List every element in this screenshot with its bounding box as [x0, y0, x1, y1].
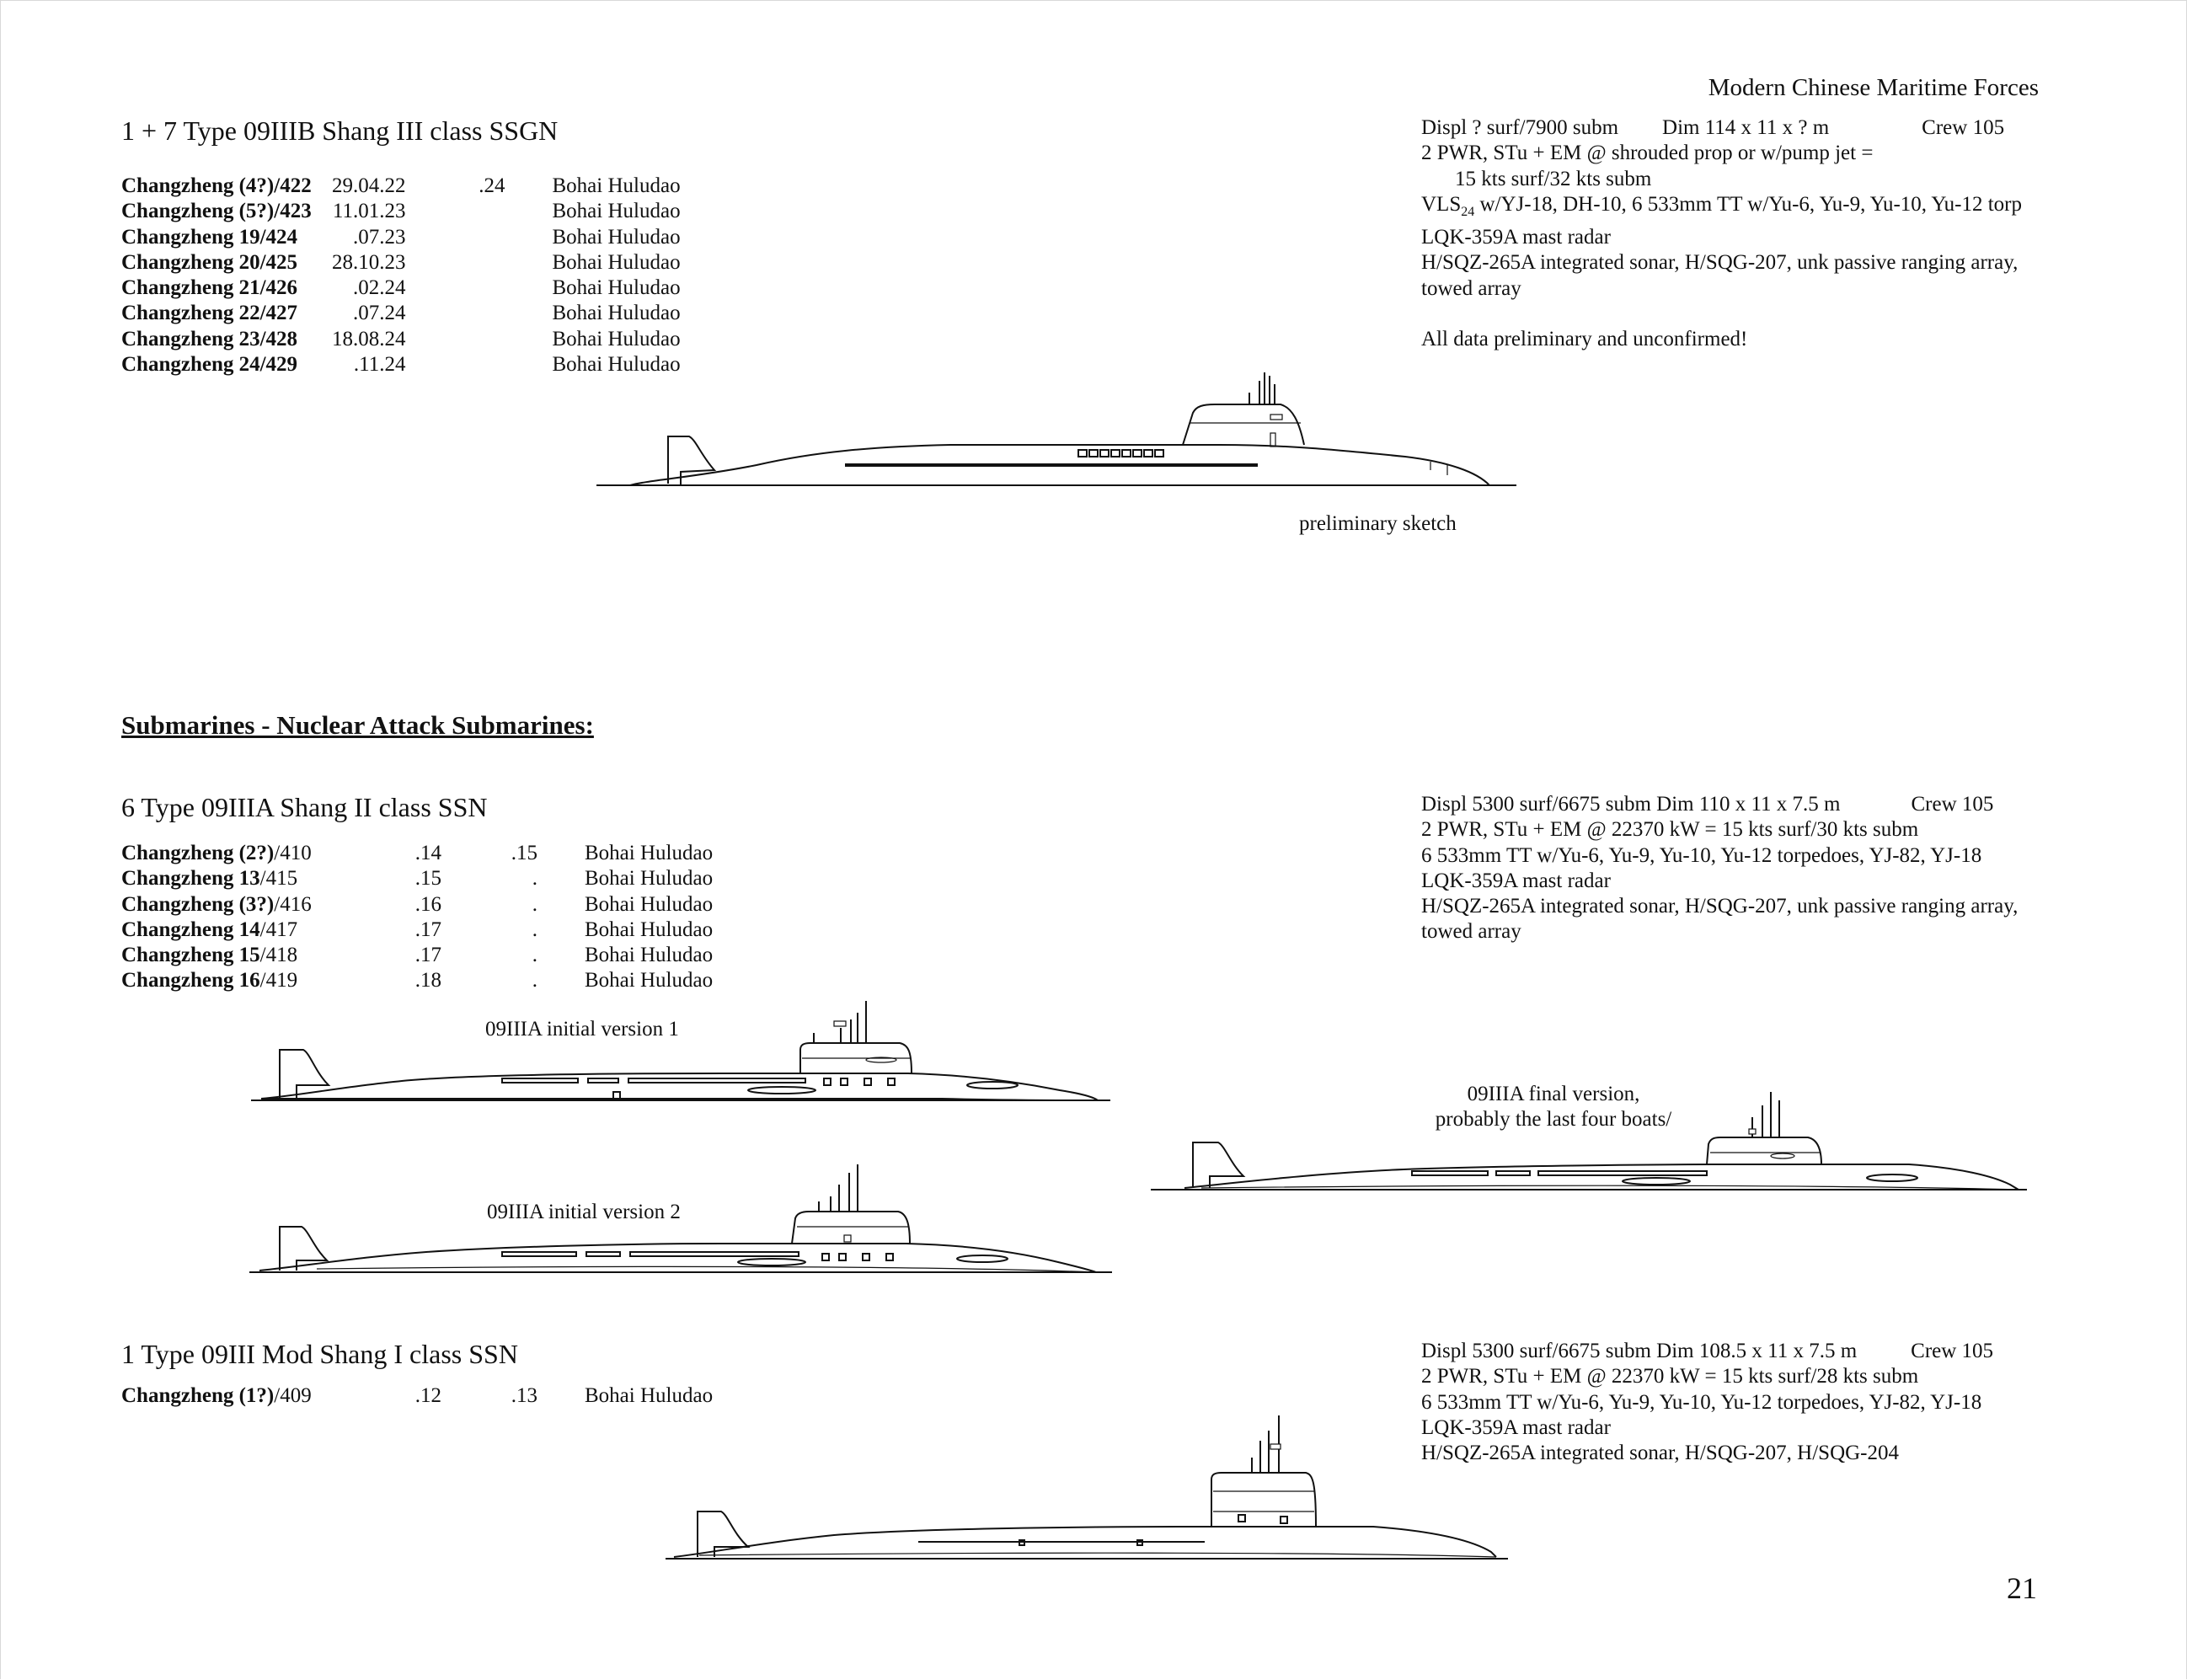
shang3-sketch-caption: preliminary sketch — [1299, 512, 1457, 535]
table-row — [121, 841, 713, 866]
launch-date: .16 — [414, 892, 441, 916]
table-row — [121, 174, 681, 199]
hull-number: /419 — [259, 969, 298, 992]
ship-name — [121, 276, 332, 301]
shang3-spec-propulsion: 2 PWR, STu + EM @ shrouded prop or w/pump jet = — [1421, 142, 1874, 165]
table-row — [121, 250, 681, 276]
page-number: 21 — [2007, 1571, 2037, 1605]
shang1-displ-dim: Displ 5300 surf/6675 subm Dim 108.5 x 11 x 7.5 m — [1421, 1340, 1858, 1362]
commission-date: .13 — [511, 1384, 537, 1407]
shang2-spec-sonar: H/SQZ-265A integrated sonar, H/SQG-207, unk passive ranging array, — [1421, 895, 2019, 918]
shang1-class-title: 1 Type 09III Mod Shang I class SSN — [121, 1339, 518, 1369]
ship-name — [121, 866, 332, 891]
launch-date: .12 — [414, 1384, 441, 1407]
hull-number: /418 — [259, 944, 298, 967]
ship-name — [121, 250, 332, 276]
document-title: Modern Chinese Maritime Forces — [1708, 74, 2039, 101]
shang2-v2-submarine-drawing — [249, 1142, 1112, 1277]
commission-date: .24 — [479, 174, 505, 197]
ship-name-bold: Changzheng 16 — [121, 969, 260, 992]
shipyard: Bohai Huludao — [552, 250, 681, 274]
section-heading: Submarines - Nuclear Attack Submarines: — [121, 710, 594, 740]
shang3-spec-displ-line — [1421, 115, 2022, 141]
ship-name-bold: Changzheng (2?) — [121, 842, 275, 864]
ship-name-bold: Changzheng 13 — [121, 867, 260, 891]
launch-date: .15 — [414, 867, 441, 891]
shipyard: Bohai Huludao — [585, 1384, 714, 1407]
ship-name — [121, 918, 332, 943]
shipyard: Bohai Huludao — [585, 867, 714, 891]
hull-number: /416 — [274, 892, 312, 916]
ship-name — [121, 301, 332, 326]
hull-number: /409 — [274, 1384, 312, 1407]
shang2-final-caption-line2: probably the last four boats/ — [1435, 1108, 1672, 1131]
vls-label: VLS — [1421, 192, 1462, 216]
table-row — [121, 301, 681, 326]
ship-name-bold: Changzheng (4?)/422 — [121, 174, 312, 197]
table-row — [121, 866, 713, 891]
shang3-displ: Displ ? surf/7900 subm — [1421, 116, 1619, 139]
ship-name — [121, 352, 332, 377]
commission-date: .15 — [511, 842, 537, 864]
shang2-final-caption — [1427, 1082, 1680, 1132]
shang1-spec-armament: 6 533mm TT w/Yu-6, Yu-9, Yu-10, Yu-12 torpedoes, YJ-82, YJ-18 — [1421, 1390, 1982, 1414]
shang2-spec-armament: 6 533mm TT w/Yu-6, Yu-9, Yu-10, Yu-12 torpedoes, YJ-82, YJ-18 — [1421, 843, 1982, 867]
table-row — [121, 225, 681, 250]
ship-name-bold: Changzheng (5?)/423 — [121, 200, 312, 223]
ship-name-bold: Changzheng (3?) — [121, 892, 275, 916]
shipyard: Bohai Huludao — [585, 969, 714, 992]
ship-name-bold: Changzheng 21/426 — [121, 276, 298, 300]
shang1-crew: Crew 105 — [1911, 1340, 1994, 1362]
shang3-submarine-drawing — [596, 362, 1523, 497]
shang2-spec-radar: LQK-359A mast radar — [1421, 869, 1611, 892]
launch-date: .11.24 — [353, 353, 406, 377]
shang1-spec-displ-line — [1421, 1339, 1993, 1364]
ship-name-bold: Changzheng (1?) — [121, 1384, 275, 1407]
shipyard: Bohai Huludao — [585, 842, 714, 864]
ship-name — [121, 327, 332, 352]
commission-date — [406, 327, 505, 352]
commission-date: . — [532, 969, 537, 992]
shang2-crew: Crew 105 — [1911, 793, 1994, 816]
shang2-final-caption-line1: 09IIIA final version, — [1467, 1083, 1640, 1105]
table-row — [121, 199, 681, 224]
shang1-spec-propulsion: 2 PWR, STu + EM @ 22370 kW = 15 kts surf/28 kts subm — [1421, 1365, 1919, 1388]
shang3-spec-radar: LQK-359A mast radar — [1421, 226, 1611, 249]
shang3-spec-note: All data preliminary and unconfirmed! — [1421, 328, 1748, 351]
launch-date: 29.04.22 — [332, 174, 406, 197]
table-row — [121, 327, 681, 352]
commission-date — [406, 276, 505, 301]
shang2-displ-dim: Displ 5300 surf/6675 subm Dim 110 x 11 x 7.5 m — [1421, 793, 1841, 816]
shang3-crew: Crew 105 — [1922, 116, 2005, 139]
ship-name-bold: Changzheng 14 — [121, 918, 260, 941]
vls-count: 24 — [1461, 204, 1475, 219]
shang3-specs — [1421, 115, 2022, 352]
shang3-ship-table — [121, 174, 681, 377]
shang2-v1-caption: 09IIIA initial version 1 — [485, 1018, 679, 1041]
shang2-v2-caption: 09IIIA initial version 2 — [487, 1201, 681, 1223]
table-row — [121, 892, 713, 918]
launch-date: .17 — [414, 918, 441, 941]
launch-date: .14 — [414, 842, 441, 864]
launch-date: 18.08.24 — [332, 327, 406, 350]
commission-date — [406, 225, 505, 250]
shipyard: Bohai Huludao — [552, 276, 681, 300]
launch-date: .07.23 — [353, 225, 406, 249]
launch-date: 28.10.23 — [332, 250, 406, 274]
shang1-ship-rows — [121, 1383, 713, 1409]
shang1-ship-table — [121, 1383, 713, 1409]
shipyard: Bohai Huludao — [585, 892, 714, 916]
shang3-dim: Dim 114 x 11 x ? m — [1662, 116, 1830, 139]
shang1-submarine-drawing — [666, 1407, 1508, 1567]
shipyard: Bohai Huludao — [552, 353, 681, 377]
table-row — [121, 276, 681, 301]
commission-date: . — [532, 892, 537, 916]
launch-date: .02.24 — [353, 276, 406, 300]
shang3-spec-armament — [1421, 192, 2022, 225]
ship-name — [121, 225, 332, 250]
shang2-spec-displ-line — [1421, 792, 2018, 817]
shipyard: Bohai Huludao — [552, 225, 681, 249]
table-row — [121, 943, 713, 968]
shipyard: Bohai Huludao — [552, 327, 681, 350]
ship-name-bold: Changzheng 20/425 — [121, 250, 298, 274]
shang3-spec-speed: 15 kts surf/32 kts subm — [1455, 167, 1652, 190]
ship-name-bold: Changzheng 19/424 — [121, 225, 298, 249]
shipyard: Bohai Huludao — [585, 944, 714, 967]
ship-name — [121, 1383, 332, 1409]
commission-date: . — [532, 867, 537, 891]
shang1-spec-sonar: H/SQZ-265A integrated sonar, H/SQG-207, H/SQG-204 — [1421, 1442, 1900, 1465]
shang3-class-title: 1 + 7 Type 09IIIB Shang III class SSGN — [121, 115, 559, 146]
launch-date: 11.01.23 — [332, 200, 406, 223]
shang2-class-title: 6 Type 09IIIA Shang II class SSN — [121, 792, 488, 822]
shang2-v1-submarine-drawing — [251, 967, 1110, 1102]
ship-name — [121, 841, 332, 866]
launch-date: .18 — [414, 969, 441, 992]
ship-name — [121, 892, 332, 918]
shang3-ship-rows — [121, 174, 681, 377]
commission-date — [406, 352, 505, 377]
shipyard: Bohai Huludao — [585, 918, 714, 941]
shipyard: Bohai Huludao — [552, 200, 681, 223]
hull-number: /415 — [259, 867, 298, 891]
shipyard: Bohai Huludao — [552, 302, 681, 325]
shang2-specs — [1421, 792, 2018, 945]
commission-date — [406, 199, 505, 224]
ship-name — [121, 943, 332, 968]
ship-name-bold: Changzheng 22/427 — [121, 302, 298, 325]
ship-name-bold: Changzheng 23/428 — [121, 327, 298, 350]
table-row — [121, 1383, 713, 1409]
shang2-spec-propulsion: 2 PWR, STu + EM @ 22370 kW = 15 kts surf/30 kts subm — [1421, 818, 1919, 842]
launch-date: .07.24 — [353, 302, 406, 325]
shipyard: Bohai Huludao — [552, 174, 681, 197]
hull-number: /417 — [259, 918, 298, 941]
ship-name-bold: Changzheng 15 — [121, 944, 260, 967]
launch-date: .17 — [414, 944, 441, 967]
commission-date: . — [532, 918, 537, 941]
hull-number: /410 — [274, 842, 312, 864]
commission-date: . — [532, 944, 537, 967]
shang3-spec-sonar: H/SQZ-265A integrated sonar, H/SQG-207, unk passive ranging array, — [1421, 251, 2019, 275]
table-row — [121, 918, 713, 943]
ship-name — [121, 174, 332, 199]
shang2-spec-sonar-cont: towed array — [1421, 920, 1521, 944]
shang1-spec-radar: LQK-359A mast radar — [1421, 1415, 1611, 1439]
vls-weapons: w/YJ-18, DH-10, 6 533mm TT w/Yu-6, Yu-9, Yu-10, Yu-12 torp — [1474, 192, 2022, 216]
shang3-spec-sonar-cont: towed array — [1421, 276, 1521, 300]
ship-name — [121, 199, 332, 224]
commission-date — [406, 250, 505, 276]
commission-date — [406, 301, 505, 326]
ship-name-bold: Changzheng 24/429 — [121, 353, 298, 377]
